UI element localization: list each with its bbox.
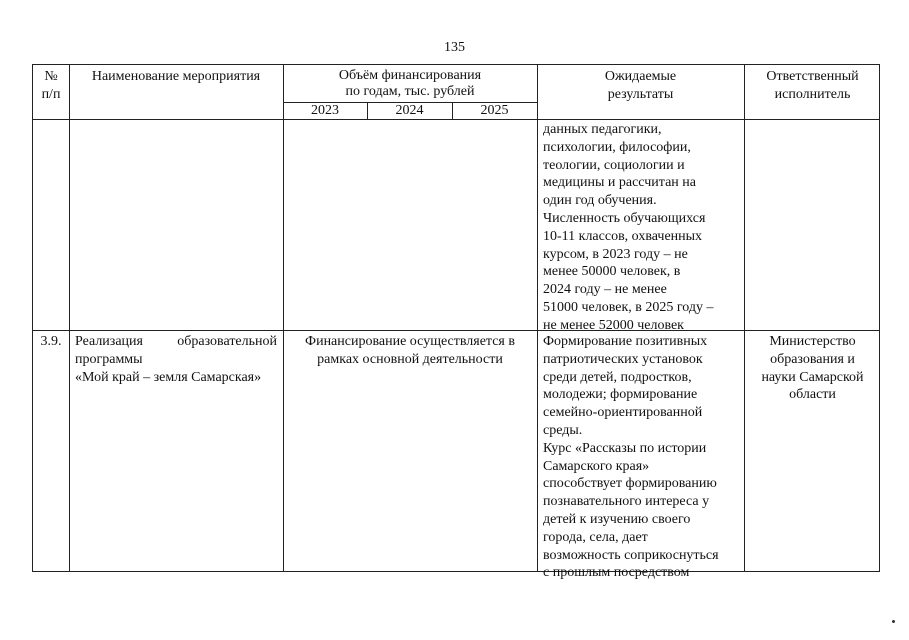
column-divider	[744, 65, 745, 571]
header-divider	[33, 119, 879, 120]
activity-name-line3: «Мой край – земля Самарская»	[75, 369, 262, 385]
responsible-executor	[744, 333, 881, 404]
results-line: семейно-ориентированной	[543, 405, 703, 421]
activity-name	[75, 333, 277, 386]
header-funding-line1: Объём финансирования	[338, 68, 482, 83]
header-activity-name-text: Наименование мероприятия	[91, 69, 261, 84]
continuation-results	[543, 121, 743, 335]
results-line: Формирование позитивных	[543, 334, 708, 349]
header-year-2024: 2024	[395, 103, 424, 118]
results-line: среди детей, подростков,	[543, 369, 692, 385]
results-line: познавательного интереса у	[543, 494, 710, 510]
header-responsible-line1: Ответственный	[766, 69, 859, 84]
results-line: 51000 человек, в 2025 году –	[543, 299, 714, 315]
activity-name-word: Реализация	[75, 334, 143, 349]
results-line: один год обучения.	[543, 193, 657, 209]
expected-results	[543, 333, 743, 582]
row-divider	[33, 330, 879, 331]
header-expected-results-line1: Ожидаемые	[604, 69, 677, 84]
results-line: молодежи; формирование	[543, 387, 698, 403]
responsible-line: науки Самарской	[761, 369, 864, 385]
results-line: детей к изучению своего	[543, 511, 691, 527]
results-line: менее 50000 человек, в	[543, 264, 681, 280]
results-line: данных педагогики,	[543, 122, 662, 137]
page-number: 135	[444, 40, 465, 55]
header-expected-results	[537, 68, 744, 104]
results-line: Курс «Рассказы по истории	[543, 440, 707, 456]
column-divider	[69, 65, 70, 571]
results-line: способствует формированию	[543, 476, 717, 492]
row-number: 3.9.	[40, 334, 62, 349]
header-activity-name	[69, 68, 283, 86]
header-expected-results-line2: результаты	[607, 86, 674, 102]
results-line: теологии, социологии и	[543, 157, 685, 173]
column-divider	[283, 65, 284, 571]
activity-name-word: образовательной	[177, 334, 277, 349]
results-line: Самарского края»	[543, 458, 650, 474]
header-year-2023: 2023	[311, 103, 339, 118]
funding-note-line2: рамках основной деятельности	[317, 351, 503, 367]
header-responsible-line2: исполнитель	[774, 86, 851, 102]
responsible-line: Министерство	[769, 334, 856, 349]
results-line: Численность обучающихся	[543, 210, 706, 226]
funding-note-line1: Финансирование осуществляется в	[305, 334, 515, 349]
activity-name-line1	[75, 333, 277, 351]
results-line: медицины и рассчитан на	[543, 175, 696, 191]
results-line: курсом, в 2023 году – не	[543, 246, 688, 262]
header-funding-line2: по годам, тыс. рублей	[345, 84, 475, 99]
header-number-line1: №	[44, 69, 58, 84]
activities-table	[32, 64, 880, 581]
column-divider	[537, 65, 538, 571]
scan-speck	[892, 620, 895, 623]
results-line: с прошлым посредством	[543, 565, 690, 581]
results-line: возможность соприкоснуться	[543, 547, 719, 563]
header-number	[33, 68, 69, 104]
funding-note	[283, 333, 537, 369]
results-line: 10-11 классов, охваченных	[543, 228, 703, 244]
results-line: патриотических установок	[543, 351, 703, 367]
results-line: среды.	[543, 422, 583, 438]
header-funding	[283, 68, 537, 100]
responsible-line: области	[789, 387, 836, 403]
header-responsible	[744, 68, 881, 104]
responsible-line: образования и	[770, 351, 855, 367]
results-line: психологии, философии,	[543, 139, 691, 155]
results-line: 2024 году – не менее	[543, 282, 667, 298]
results-line: города, села, дает	[543, 529, 648, 545]
header-number-line2: п/п	[41, 86, 61, 102]
results-line: не менее 52000 человек	[543, 317, 684, 333]
activity-name-line2: программы	[75, 351, 143, 367]
header-year-2025: 2025	[480, 103, 509, 118]
